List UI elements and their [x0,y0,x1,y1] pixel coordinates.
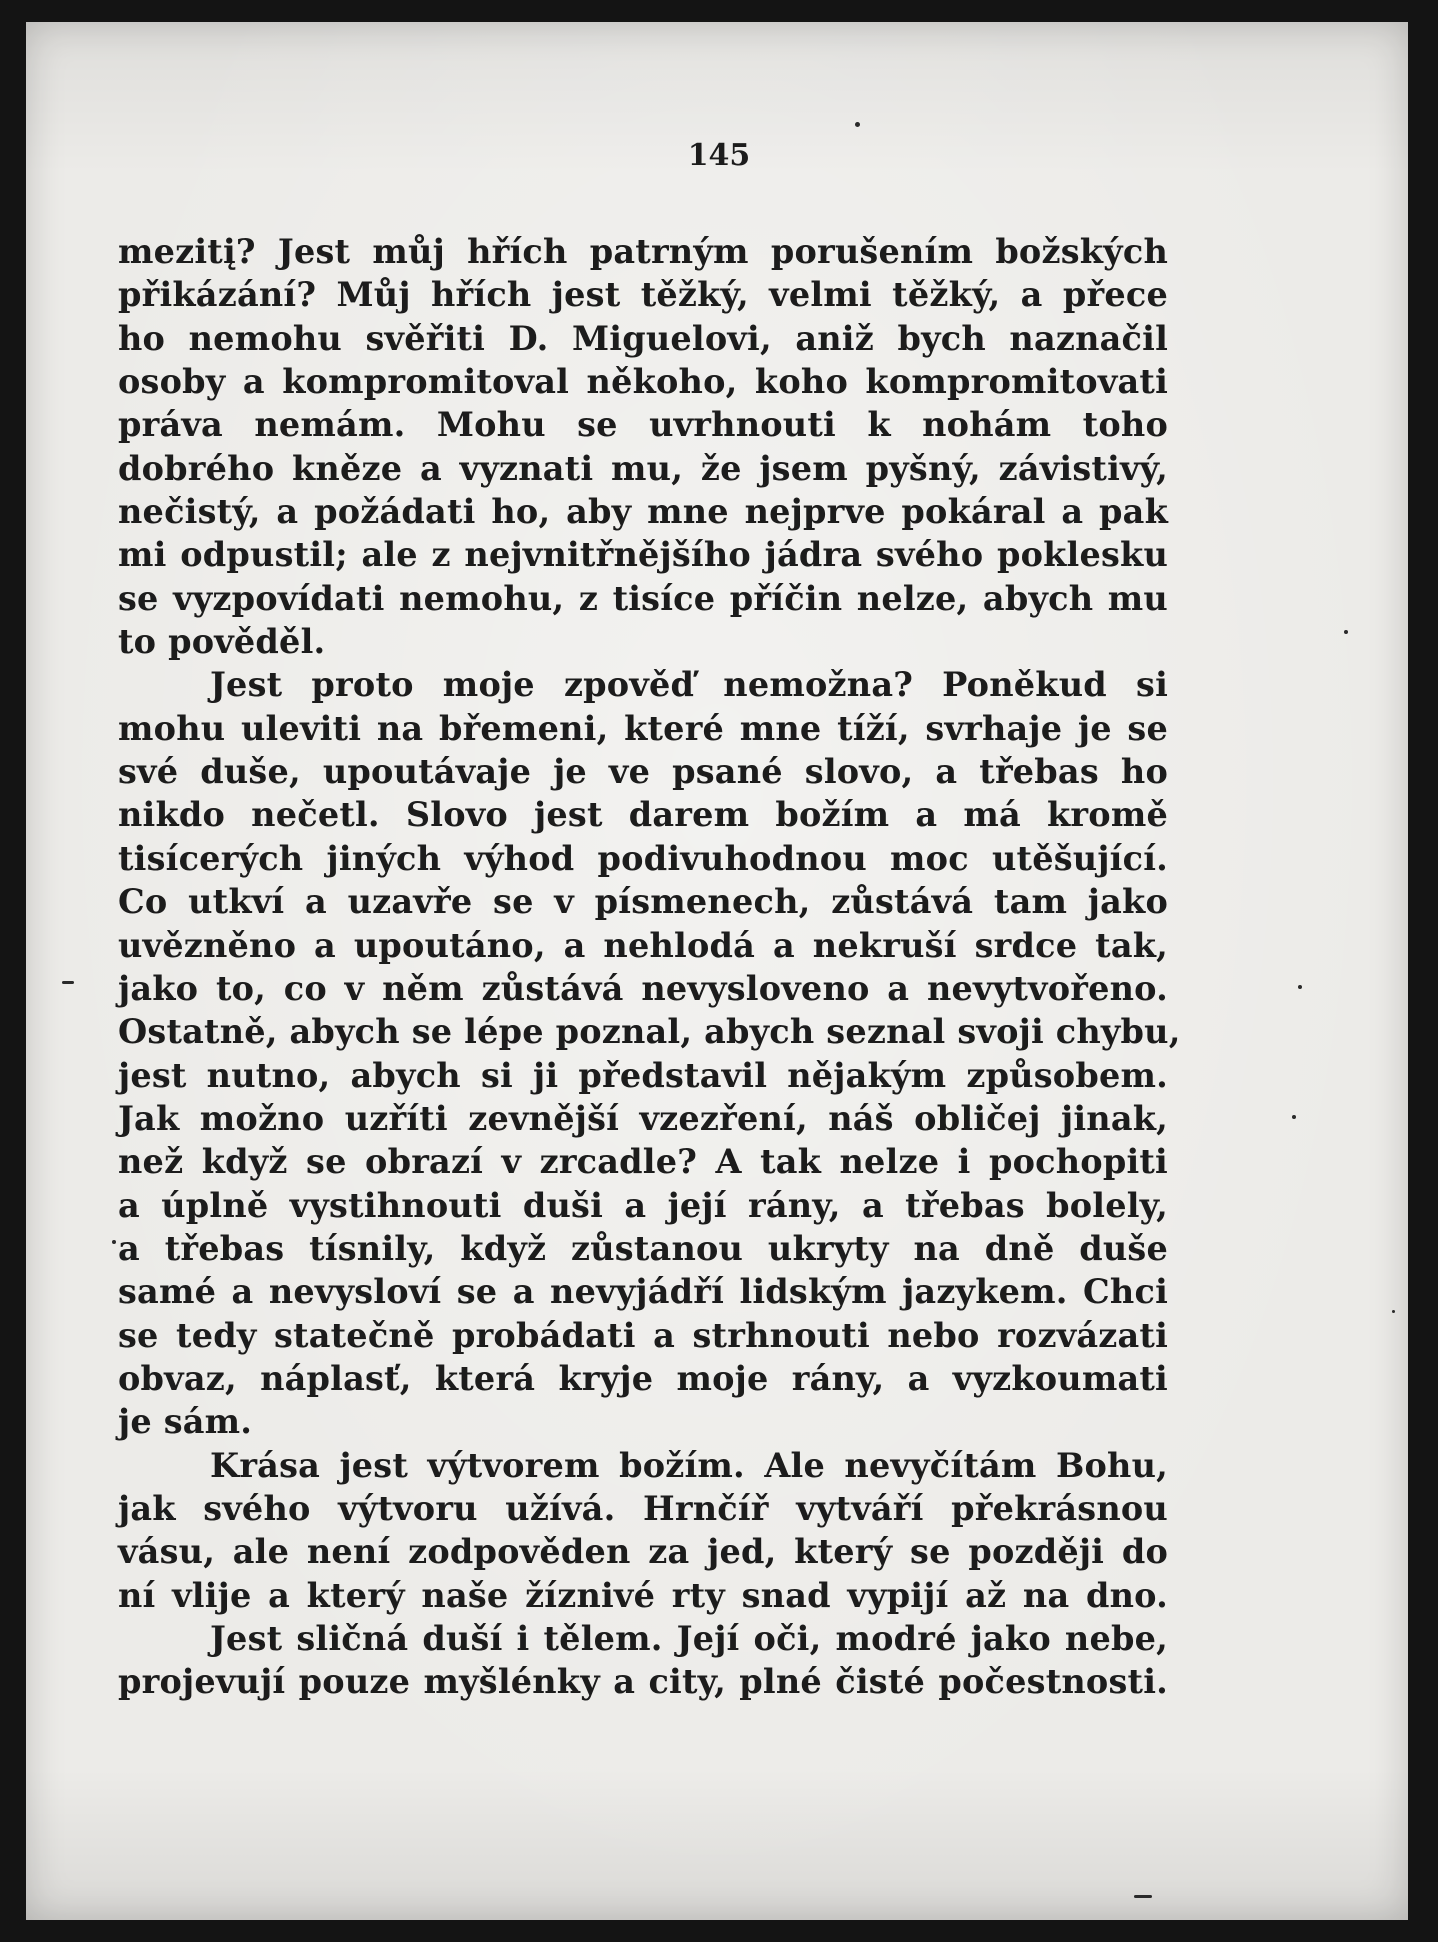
scan-speck [112,1240,116,1244]
text-line: jest nutno, abych si ji představil nějakým způsobem. [118,1055,1168,1095]
scan-speck [1344,630,1348,634]
scan-speck [1134,1895,1152,1898]
text-line: Krása jest výtvorem božím. Ale nevyčítám Bohu, [210,1445,1168,1485]
page-number: 145 [687,138,751,173]
text-line: než když se obrazí v zrcadle? A tak nelze i pochopiti [118,1142,1168,1182]
text-line: Jest sličná duší i tělem. Její oči, modré jako nebe, [210,1619,1168,1658]
text-line: se tedy statečně probádati a strhnouti nebo rozvázati [118,1315,1168,1355]
scan-speck [855,122,860,127]
text-line: Jest proto moje zpověď nemožna? Poněkud si [210,665,1168,705]
text-line: uvězněno a upoutáno, a nehlodá a nekruší srdce tak, [118,925,1168,965]
text-line: ho nemohu svěřiti D. Miguelovi, aniž bych naznačil [118,318,1168,358]
text-line: a třebas tísnily, když zůstanou ukryty na dně duše [118,1228,1168,1268]
text-line: mohu uleviti na břemeni, které mne tíží, svrhaje je se [118,708,1168,748]
text-line: Ostatně, abych se lépe poznal, abych seznal svoji chybu, [118,1012,1181,1052]
text-line: obvaz, náplasť, která kryje moje rány, a vyzkoumati [118,1358,1168,1398]
text-line: to pověděl. [118,622,326,662]
text-line: osoby a kompromitoval někoho, koho kompromitovati [118,362,1168,402]
text-line: je sám. [118,1402,253,1442]
text-line: Jak možno uzříti zevnější vzezření, náš obličej jinak, [118,1098,1168,1138]
text-line: nikdo nečetl. Slovo jest darem božím a má kromě [118,795,1168,835]
text-line: mezitį? Jest můj hřích patrným porušením božských [118,232,1168,271]
text-line: samé a nevysloví se a nevyjádří lidským jazykem. Chci [118,1272,1168,1312]
scan-speck [1298,985,1302,989]
text-line: se vyzpovídati nemohu, z tisíce příčin nelze, abych mu [118,578,1168,618]
text-line: ní vlije a který naše žíznivé rty snad vypijí až na dno. [118,1575,1168,1615]
scan-speck [62,981,74,984]
text-line: přikázání? Můj hřích jest těžký, velmi těžký, a přece [118,275,1168,315]
scan-speck [1292,1115,1296,1119]
text-line: práva nemám. Mohu se uvrhnouti k nohám toho [118,405,1168,445]
text-line: jak svého výtvoru užívá. Hrnčíř vytváří překrásnou [118,1488,1168,1528]
scan-speck [1392,1310,1395,1313]
text-line: své duše, upoutávaje je ve psané slovo, a třebas ho [118,752,1168,792]
text-line: Co utkví a uzavře se v písmenech, zůstává tam jako [118,882,1168,922]
body-text [118,230,1181,1704]
text-line: dobrého kněze a vyznati mu, že jsem pyšný, závistivý, [118,448,1168,488]
text-line: vásu, ale není zodpověden za jed, který se později do [118,1532,1168,1572]
text-line: tisícerých jiných výhod podivuhodnou moc utěšující. [118,838,1168,878]
text-line: nečistý, a požádati ho, aby mne nejprve pokáral a pak [118,492,1168,532]
text-line: jako to, co v něm zůstává nevysloveno a nevytvořeno. [118,968,1168,1008]
text-line: mi odpustil; ale z nejvnitřnějšího jádra svého poklesku [118,535,1168,575]
text-line: a úplně vystihnouti duši a její rány, a třebas bolely, [118,1185,1168,1225]
text-line: projevují pouze myšlénky a city, plné čisté počestnosti. [118,1662,1168,1702]
